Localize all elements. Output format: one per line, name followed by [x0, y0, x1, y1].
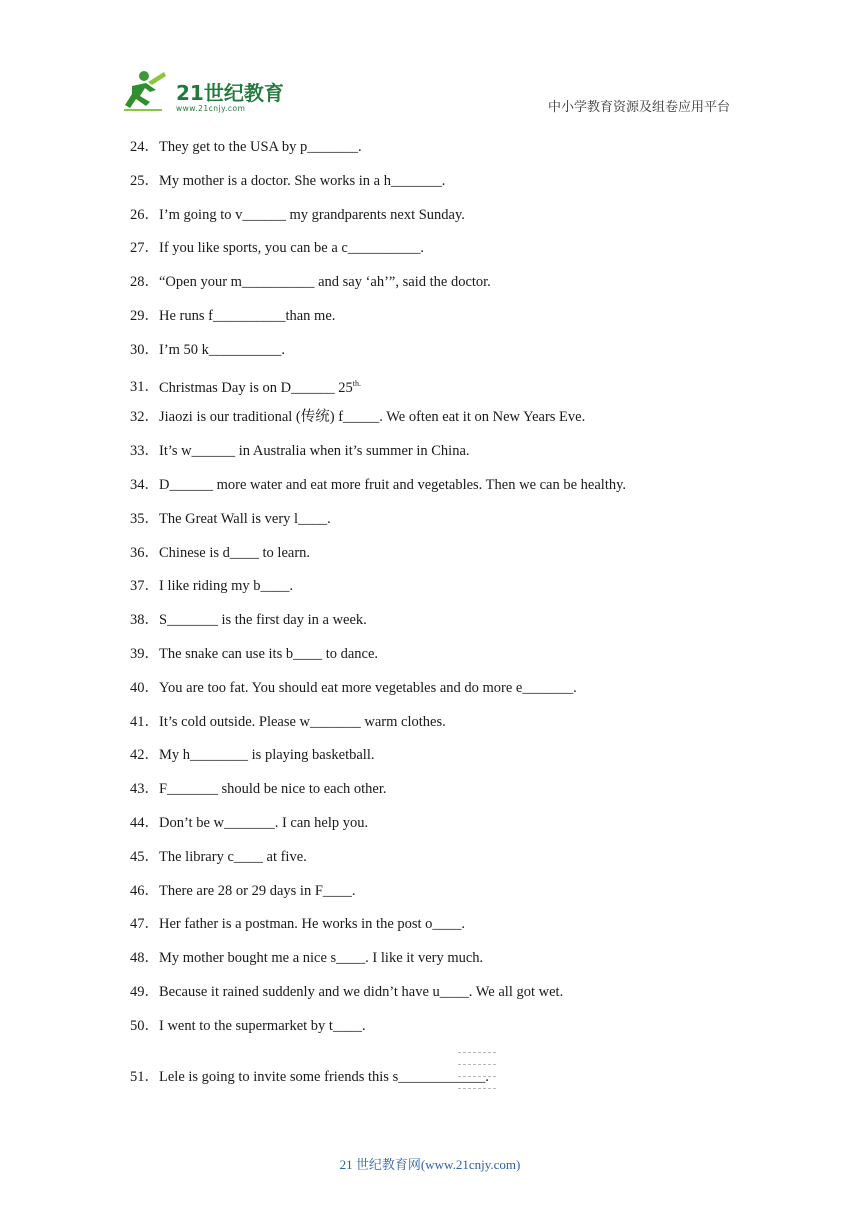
question-item: [130, 947, 750, 981]
question-number: 25．: [130, 172, 159, 189]
question-text: Don’t be w_______. I can help you.: [159, 814, 369, 831]
question-text: The library c____ at five.: [159, 848, 307, 865]
question-item: [130, 170, 750, 204]
logo-text: 21世纪教育: [176, 81, 284, 105]
logo-url: www.21cnjy.com: [176, 104, 246, 113]
question-item: [130, 136, 750, 170]
question-item: [130, 271, 750, 305]
question-text: I like riding my b____.: [159, 578, 294, 595]
question-text: They get to the USA by p_______.: [159, 139, 362, 155]
question-item: [130, 305, 750, 339]
question-number: 40．: [130, 679, 159, 696]
question-text: I’m 50 k__________.: [159, 341, 286, 358]
question-number: 51．: [130, 1068, 159, 1085]
runner-icon: [124, 71, 166, 110]
question-number: 34．: [130, 476, 159, 493]
question-item: [130, 744, 750, 778]
question-item: [130, 542, 750, 576]
question-text: Her father is a postman. He works in the post o____.: [159, 916, 466, 933]
question-text: Jiaozi is our traditional (传统) f_____. We often eat it on New Years Eve.: [159, 409, 586, 426]
question-text: You are too fat. You should eat more vegetables and do more e_______.: [159, 679, 577, 696]
question-text: Lele is going to invite some friends this s____________.: [159, 1068, 489, 1085]
question-number: 50．: [130, 1017, 159, 1034]
question-item: [130, 1015, 750, 1049]
question-number: 26．: [130, 206, 159, 223]
question-item: [130, 508, 750, 542]
question-text: Chinese is d____ to learn.: [159, 544, 311, 561]
question-item: [130, 204, 750, 238]
question-text: Because it rained suddenly and we didn’t have u____. We all got wet.: [159, 983, 564, 1000]
question-text: The snake can use its b____ to dance.: [159, 645, 379, 662]
question-item: [130, 913, 750, 947]
question-number: 37．: [130, 578, 159, 595]
question-number: 38．: [130, 612, 159, 629]
question-item: [130, 778, 750, 812]
question-number: 44．: [130, 814, 159, 831]
question-item: [130, 406, 750, 440]
question-text: F_______ should be nice to each other.: [159, 781, 387, 798]
question-text: The Great Wall is very l____.: [159, 510, 331, 527]
question-number: 33．: [130, 443, 159, 460]
question-text: My mother bought me a nice s____. I like it very much.: [159, 950, 484, 967]
question-text: I’m going to v______ my grandparents next Sunday.: [159, 206, 465, 223]
question-text: “Open your m__________ and say ‘ah’”, said the doctor.: [159, 274, 491, 291]
question-text: I went to the supermarket by t____.: [159, 1017, 366, 1034]
question-item: [130, 339, 750, 373]
question-number: 32．: [130, 409, 159, 426]
question-item: [130, 440, 750, 474]
question-number: 24．: [130, 139, 159, 155]
question-text: D______ more water and eat more fruit and vegetables. Then we can be healthy.: [159, 476, 627, 493]
question-list: [130, 136, 750, 1099]
question-item: [130, 677, 750, 711]
question-text: Christmas Day is on D______ 25: [159, 379, 353, 396]
question-item: [130, 609, 750, 643]
question-number: 36．: [130, 544, 159, 561]
question-number: 46．: [130, 882, 159, 899]
question-number: 43．: [130, 781, 159, 798]
question-text: There are 28 or 29 days in F____.: [159, 882, 356, 899]
question-item: [130, 880, 750, 914]
question-text: S_______ is the first day in a week.: [159, 612, 367, 629]
question-item: [130, 373, 750, 407]
question-number: 29．: [130, 307, 159, 324]
question-number: 42．: [130, 747, 159, 764]
question-number: 35．: [130, 510, 159, 527]
question-item: [130, 643, 750, 677]
question-item: [130, 981, 750, 1015]
question-item: [130, 474, 750, 508]
question-item: [130, 1066, 750, 1100]
question-number: 30．: [130, 341, 159, 358]
question-number: 27．: [130, 240, 159, 257]
question-number: 48．: [130, 950, 159, 967]
answer-dashes: [458, 1052, 496, 1094]
question-item: [130, 711, 750, 745]
question-text: My mother is a doctor. She works in a h_______.: [159, 172, 446, 189]
question-text: It’s w______ in Australia when it’s summer in China.: [159, 443, 470, 460]
question-number: 31．: [130, 379, 159, 396]
question-item: [130, 846, 750, 880]
question-item: [130, 575, 750, 609]
question-text: My h________ is playing basketball.: [159, 747, 375, 764]
question-number: 39．: [130, 645, 159, 662]
footer-source: 21 世纪教育网(www.21cnjy.com): [339, 1157, 521, 1172]
question-number: 45．: [130, 848, 159, 865]
question-item: [130, 237, 750, 271]
brand-logo: [122, 68, 292, 114]
question-item: [130, 812, 750, 846]
question-text: It’s cold outside. Please w_______ warm clothes.: [159, 713, 446, 730]
question-number: 47．: [130, 916, 159, 933]
question-number: 28．: [130, 274, 159, 291]
question-superscript: th.: [352, 378, 361, 388]
question-text: He runs f__________than me.: [159, 307, 336, 324]
platform-name: 中小学教育资源及组卷应用平台: [547, 100, 730, 115]
question-number: 41．: [130, 713, 159, 730]
question-text: If you like sports, you can be a c__________.: [159, 240, 424, 257]
question-number: 49．: [130, 983, 159, 1000]
